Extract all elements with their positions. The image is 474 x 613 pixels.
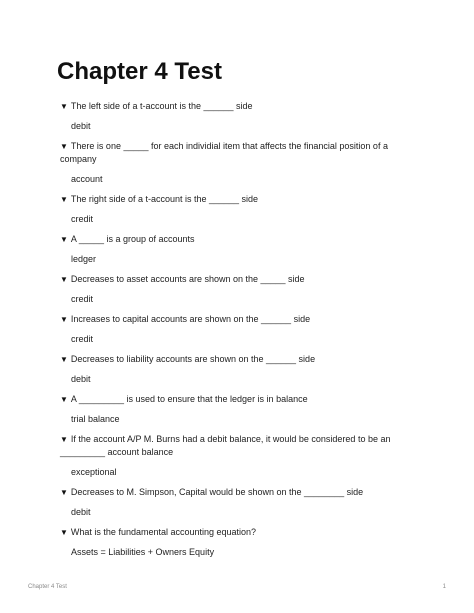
- answer-text: debit: [71, 121, 91, 131]
- question-text: If the account A/P M. Burns had a debit balance, it would be considered to be an _________ account balance: [60, 434, 391, 457]
- qa-item: [60, 273, 420, 306]
- answer-text: credit: [71, 294, 94, 304]
- qa-item: [60, 313, 420, 346]
- answer-text: debit: [71, 374, 91, 384]
- question-text: The left side of a t-account is the ______ side: [70, 101, 253, 111]
- question-toggle[interactable]: [60, 486, 420, 499]
- question-toggle[interactable]: [60, 140, 420, 166]
- answer-text: Assets = Liabilities + Owners Equity: [71, 547, 215, 557]
- question-toggle[interactable]: [60, 353, 420, 366]
- qa-item: [60, 393, 420, 426]
- question-text: There is one _____ for each individial item that affects the financial position of a company: [60, 141, 388, 164]
- triangle-down-icon: ▼: [60, 355, 68, 364]
- triangle-down-icon: ▼: [60, 102, 68, 111]
- answer-text: debit: [71, 507, 91, 517]
- qa-item: [60, 140, 420, 186]
- question-text: The right side of a t-account is the ______ side: [70, 194, 259, 204]
- qa-item: [60, 193, 420, 226]
- answer-text: exceptional: [71, 467, 117, 477]
- question-toggle[interactable]: [60, 526, 420, 539]
- question-toggle[interactable]: [60, 273, 420, 286]
- question-toggle[interactable]: [60, 393, 420, 406]
- triangle-down-icon: ▼: [60, 235, 68, 244]
- question-toggle[interactable]: [60, 433, 420, 459]
- answer-text: credit: [71, 214, 94, 224]
- question-text: A _________ is used to ensure that the ledger is in balance: [70, 394, 308, 404]
- qa-item: [60, 353, 420, 386]
- qa-item: [60, 233, 420, 266]
- question-text: Decreases to asset accounts are shown on the _____ side: [70, 274, 305, 284]
- question-toggle[interactable]: [60, 233, 420, 246]
- answer-text: ledger: [71, 254, 97, 264]
- page-number: 1: [442, 584, 446, 590]
- qa-item: [60, 486, 420, 519]
- question-toggle[interactable]: [60, 100, 420, 113]
- triangle-down-icon: ▼: [60, 528, 68, 537]
- triangle-down-icon: ▼: [60, 435, 68, 444]
- triangle-down-icon: ▼: [60, 315, 68, 324]
- page-title: Chapter 4 Test: [57, 58, 222, 85]
- question-text: What is the fundamental accounting equation?: [70, 527, 257, 537]
- qa-item: [60, 100, 420, 133]
- question-text: Decreases to M. Simpson, Capital would be shown on the ________ side: [70, 487, 364, 497]
- triangle-down-icon: ▼: [60, 275, 68, 284]
- question-toggle[interactable]: [60, 313, 420, 326]
- triangle-down-icon: ▼: [60, 488, 68, 497]
- answer-text: account: [71, 174, 103, 184]
- triangle-down-icon: ▼: [60, 395, 68, 404]
- question-text: Decreases to liability accounts are shown on the ______ side: [70, 354, 316, 364]
- answer-text: credit: [71, 334, 94, 344]
- question-list: [60, 100, 420, 566]
- question-text: A _____ is a group of accounts: [70, 234, 195, 244]
- qa-item: [60, 433, 420, 479]
- question-toggle[interactable]: [60, 193, 420, 206]
- qa-item: [60, 526, 420, 559]
- answer-text: trial balance: [71, 414, 120, 424]
- triangle-down-icon: ▼: [60, 195, 68, 204]
- triangle-down-icon: ▼: [60, 142, 68, 151]
- footer-title: Chapter 4 Test: [28, 584, 67, 590]
- question-text: Increases to capital accounts are shown on the ______ side: [70, 314, 311, 324]
